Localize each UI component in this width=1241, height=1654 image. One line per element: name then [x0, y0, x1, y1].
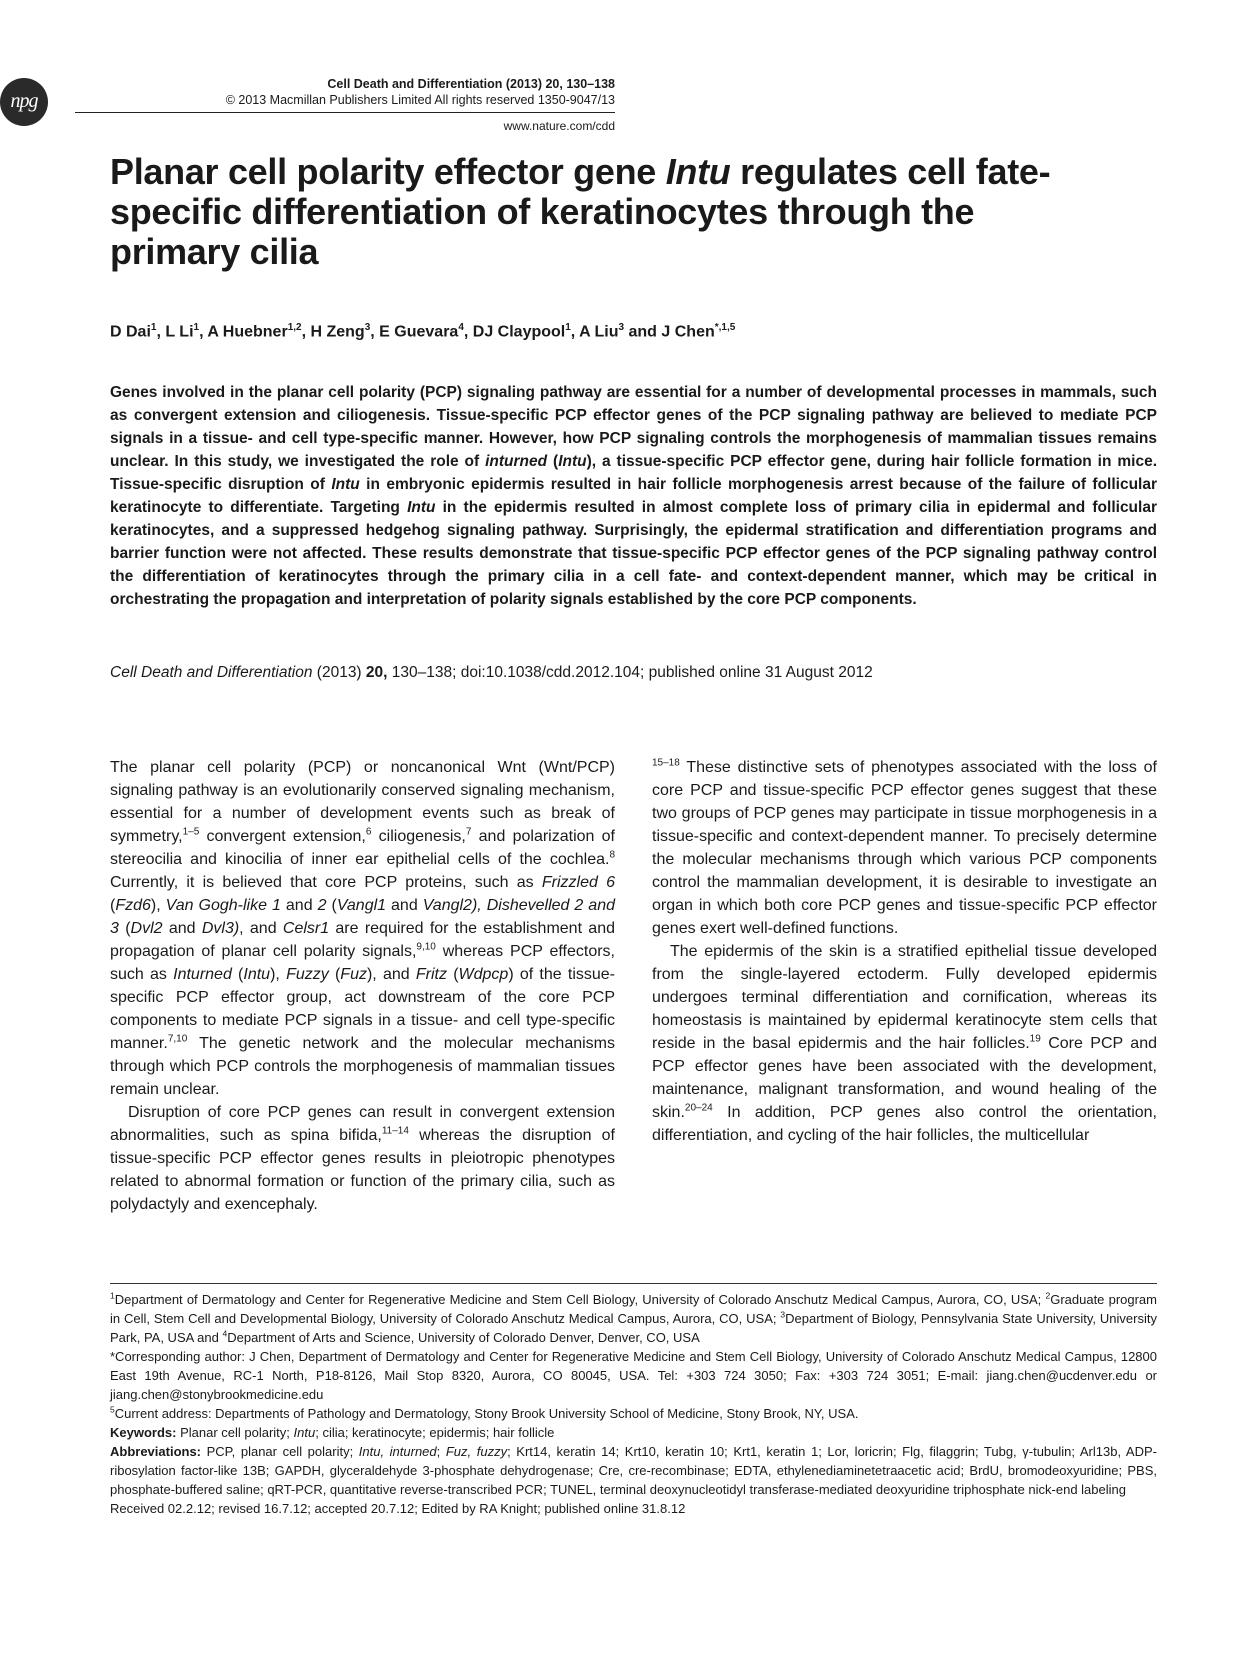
abstract-text: in the epidermis resulted in almost complete loss of primary cilia in epidermal and follicular keratinocytes, and a suppressed hedgehog signaling pathway. Surprisingly, the epidermal stratification and differentiation programs and barrier function were not affected. These results demonstrate that tissue-specific PCP effector genes of the PCP signaling pathway control the differentiation of keratinocytes through the primary cilia in a cell fate- and context-dependent manner, which may be critical in orchestrating the propagation and interpretation of polarity signals established by the core PCP components. [110, 499, 1157, 608]
affiliations: $^1$Department of Dermatology and Center for Regenerative Medicine and Stem Cell Biology, University of Colorado Anschutz Medical Campus, Aurora, CO, USA; $^2$Graduate program in Cell, Stem Cell and Developmental Biology, University of Colorado Anschutz Medical Campus, Aurora, CO, USA; $^3$Department of Biology, Pennsylvania State University, University Park, PA, USA and $^4$Department of Arts and Science, University of Colorado Denver, Denver, CO, USA [110, 1290, 1157, 1345]
author: L Li [165, 323, 194, 341]
body-column-left [110, 756, 615, 1216]
reference-marker[interactable]: 6 [365, 826, 372, 838]
author-affiliation: 1 [150, 322, 157, 333]
reference-marker[interactable]: 19 [1029, 1033, 1041, 1045]
author-affiliation: 1 [193, 322, 200, 333]
author-list: D Dai$^1$, L Li$^1$, A Huebner$^{1,2}$, H Zeng$^3$, E Guevara$^4$, DJ Claypool$^1$, A Liu$^3$ and J Chen$^{*,1,5}$ [110, 322, 736, 341]
abstract [110, 381, 1157, 611]
body-paragraph-2-continued: $^{15-18}$ These distinctive sets of phenotypes associated with the loss of core PCP and tissue-specific PCP effector genes suggest that these two groups of PCP genes may participate in tissue morphogenesis in a tissue-specific and context-dependent manner. To precisely determine the molecular mechanisms through which various PCP components control the mammalian development, it is desirable to investigate an organ in which both core PCP genes and tissue-specific PCP effector genes exert well-defined functions. [652, 757, 1157, 937]
abstract-gene: Intu [558, 453, 587, 470]
header-rule [75, 112, 615, 113]
author: A Liu [579, 323, 619, 341]
current-address: $^5$Current address: Departments of Pathology and Dermatology, Stony Brook University School of Medicine, Stony Brook, NY, USA. [110, 1404, 859, 1421]
author-affiliation: 1,2 [287, 322, 302, 333]
corresponding-author: *Corresponding author: J Chen, Department of Dermatology and Center for Regenerative Medicine and Stem Cell Biology, University of Colorado Anschutz Medical Campus, 12800 East 19th Avenue, RC-1 North, P18-8126, Mail Stop 8320, Aurora, CO 80045, USA. Tel: +303 724 3050; Fax: +303 724 3051; E-mail: jiang.chen@ucdenver.edu or jiang.chen@stonybrookmedicine.edu [110, 1349, 1157, 1402]
body-paragraph-1: The planar cell polarity (PCP) or noncanonical Wnt (Wnt/PCP) signaling pathway is an evolutionarily conserved signaling mechanism, essential for a number of development events such as break of symmetry,$^{1-5}$ convergent extension,$^6$ ciliogenesis,$^7$ and polarization of stereocilia and kinocilia of inner ear epithelial cells of the cochlea.$^8$ Currently, it is believed that core PCP proteins, such as Frizzled 6 (Fzd6), Van Gogh-like 1 and 2 (Vangl1 and Vangl2), Dishevelled 2 and 3 (Dvl2 and Dvl3), and Celsr1 are required for the establishment and propagation of planar cell polarity signals,$^{9,10}$ whereas PCP effectors, such as Inturned (Intu), Fuzzy (Fuz), and Fritz (Wdpcp) of the tissue-specific PCP effector group, act downstream of the core PCP components to mediate PCP signals in a tissue- and cell type-specific manner.$^{7,10}$ The genetic network and the molecular mechanisms through which PCP controls the morphogenesis of mammalian tissues remain unclear. [110, 759, 616, 1098]
footnotes [110, 1290, 1157, 1518]
author-affiliation: *,1,5 [714, 322, 736, 333]
footnote-rule [110, 1283, 1157, 1284]
keywords: Keywords: Planar cell polarity; Intu; cilia; keratinocyte; epidermis; hair follicle [110, 1425, 555, 1440]
reference-marker[interactable]: 7 [465, 826, 472, 838]
author: DJ Claypool [472, 323, 566, 341]
author-affiliation: 3 [364, 322, 371, 333]
citation-year: (2013) [312, 664, 366, 681]
article-title [110, 152, 1110, 272]
citation-journal: Cell Death and Differentiation [110, 664, 313, 681]
reference-marker[interactable]: 15–18 [652, 757, 680, 769]
citation-volume: 20, [365, 664, 388, 681]
title-part-1: Planar cell polarity effector gene [110, 151, 666, 192]
title-gene: Intu [665, 151, 731, 192]
author: J Chen [661, 323, 715, 341]
abstract-text: in embryonic epidermis resulted in hair follicle morphogenesis arrest because of the failure of follicular keratinocyte to differentiate. Targeting [110, 476, 1158, 516]
body-column-right [652, 756, 1157, 1147]
abstract-text: ), a tissue-specific PCP effector gene, during hair follicle formation in mice. Tissue-specific disruption of [110, 453, 1158, 493]
journal-url[interactable]: www.nature.com/cdd [503, 119, 615, 133]
body-paragraph-3: The epidermis of the skin is a stratified epithelial tissue developed from the single-layered ectoderm. Fully developed epidermis undergoes terminal differentiation and cornification, whereas its homeostasis is maintained by epidermal keratinocyte stem cells that reside in the basal epidermis and the hair follicles.$^{19}$ Core PCP and PCP effector genes have been associated with the development, maintenance, malignant transformation, and wound healing of the skin.$^{20-24}$ In addition, PCP genes also control the orientation, differentiation, and cycling of the hair follicles, the multicellular [652, 943, 1158, 1144]
author-affiliation: 4 [458, 322, 464, 333]
reference-marker[interactable]: 7,10 [167, 1033, 188, 1045]
article-citation [110, 661, 1157, 684]
citation-doi: 130–138; doi:10.1038/cdd.2012.104; published online 31 August 2012 [387, 664, 873, 681]
npg-logo: npg [0, 78, 48, 126]
reference-marker[interactable]: 8 [609, 849, 615, 861]
author-affiliation: 1 [565, 322, 571, 333]
journal-citation: Cell Death and Differentiation (2013) 20, 130–138 [327, 77, 615, 91]
author: E Guevara [379, 323, 459, 341]
abbreviations: Abbreviations: PCP, planar cell polarity; Intu, inturned; Fuz, fuzzy; Krt14, keratin 14; Krt10, keratin 10; Krt1, keratin 1; Lor, loricrin; Flg, filaggrin; Tubg, γ-tubulin; Arl13b, ADP-ribosylation factor-like 13B; GAPDH, glyceraldehyde 3-phosphate dehydrogenase; Cre, cre-recombinase; EDTA, ethylenediaminetetraacetic acid; BrdU, bromodeoxyuridine; PBS, phosphate-buffered saline; qRT-PCR, quantitative reverse-transcribed PCR; TUNEL, terminal deoxynucleotidyl transferase-mediated deoxyuridine triphosphate nick-end labeling [110, 1444, 1157, 1497]
abstract-text: ( [547, 453, 559, 470]
author-affiliation: 3 [618, 322, 625, 333]
reference-marker[interactable]: 20–24 [684, 1102, 713, 1114]
abstract-gene: Intu [331, 476, 360, 493]
received-dates: Received 02.2.12; revised 16.7.12; accepted 20.7.12; Edited by RA Knight; published online 31.8.12 [110, 1501, 686, 1516]
author: A Huebner [207, 323, 288, 341]
author: H Zeng [310, 323, 365, 341]
title-part-2: regulates cell fate-specific differentiation of keratinocytes through the primary cilia [110, 151, 1051, 272]
reference-marker[interactable]: 9,10 [416, 941, 436, 953]
author: D Dai [110, 323, 151, 341]
copyright-line: © 2013 Macmillan Publishers Limited All rights reserved 1350-9047/13 [225, 93, 615, 107]
body-paragraph-2: Disruption of core PCP genes can result in convergent extension abnormalities, such as spina bifida,$^{11-14}$ whereas the disruption of tissue-specific PCP effector genes results in pleiotropic phenotypes related to abnormal formation or function of the primary cilia, such as polydactyly and exencephaly. [110, 1104, 615, 1213]
journal-header [160, 76, 615, 108]
abstract-gene: Intu [407, 499, 436, 516]
abstract-text: Genes involved in the planar cell polarity (PCP) signaling pathway are essential for a number of developmental processes in mammals, such as convergent extension and ciliogenesis. Tissue-specific PCP effector genes of the PCP signaling pathway are believed to mediate PCP signals in a tissue- and cell type-specific manner. However, how PCP signaling controls the morphogenesis of mammalian tissues remains unclear. In this study, we investigated the role of [110, 384, 1157, 470]
abstract-gene: inturned [485, 453, 548, 470]
reference-marker[interactable]: 1–5 [182, 826, 200, 838]
reference-marker[interactable]: 11–14 [381, 1125, 409, 1137]
